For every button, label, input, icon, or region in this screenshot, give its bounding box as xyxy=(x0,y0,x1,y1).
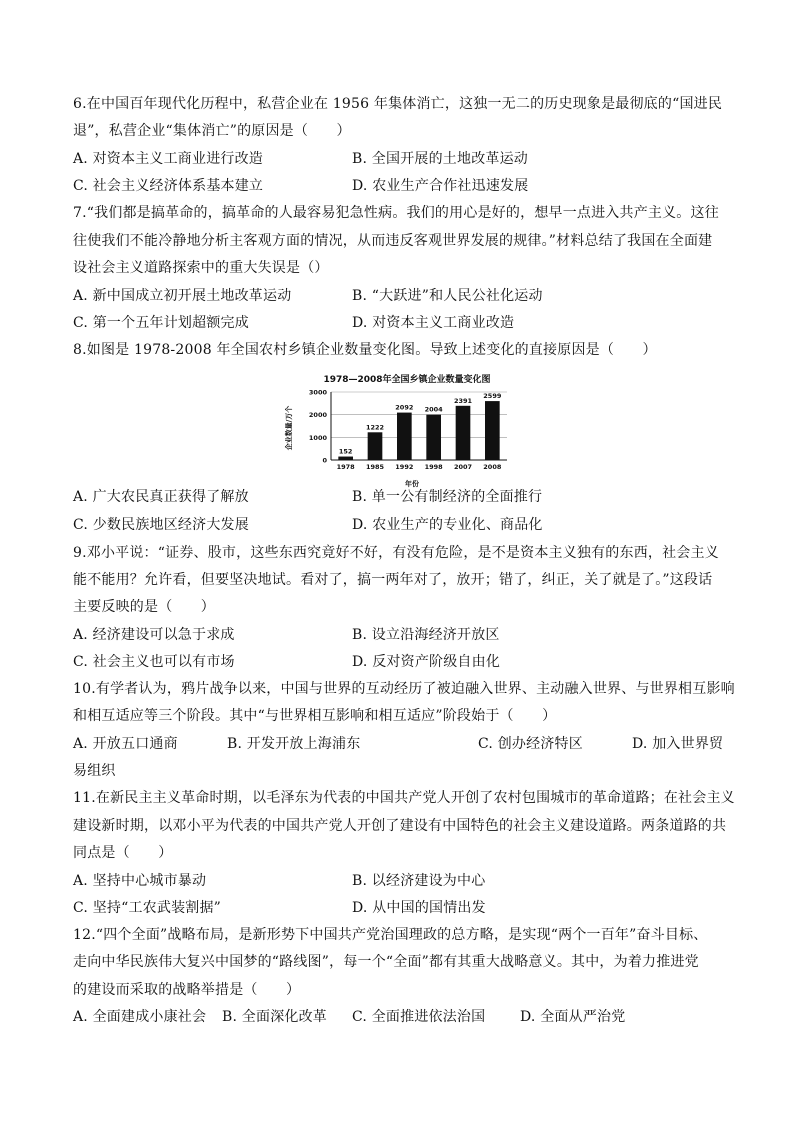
chart-x-tick-label: 1998 xyxy=(424,463,443,471)
question-8-option-b[interactable]: B. 单一公有制经济的全面推行 xyxy=(352,489,543,505)
chart-y-tick-label: 0 xyxy=(322,456,327,465)
question-7-option-b[interactable]: B. “大跃进”和人民公社化运动 xyxy=(352,288,543,304)
question-10-option-d-continued: 易组织 xyxy=(73,763,116,779)
question-11-option-d[interactable]: D. 从中国的国情出发 xyxy=(352,900,486,916)
chart-bar xyxy=(456,406,471,460)
question-6-option-c[interactable]: C. 社会主义经济体系基本建立 xyxy=(73,178,264,194)
chart-x-axis-label: 年份 xyxy=(405,480,419,488)
chart-x-tick-label: 1978 xyxy=(336,463,355,471)
question-6-line-1: 6.在中国百年现代化历程中，私营企业在 1956 年集体消亡，这独一无二的历史现象是最彻底的“国进民 xyxy=(73,96,723,112)
question-12-option-a[interactable]: A. 全面建成小康社会 xyxy=(73,1009,207,1025)
question-11-line-2: 建设新时期，以邓小平为代表的中国共产党人开创了建设有中国特色的社会主义建设道路。两条道路的共 xyxy=(73,818,727,834)
question-10-option-d[interactable]: D. 加入世界贸 xyxy=(632,736,724,752)
question-6-option-b[interactable]: B. 全国开展的土地改革运动 xyxy=(352,151,528,167)
chart-y-tick-label: 3000 xyxy=(308,388,327,397)
question-7-option-c[interactable]: C. 第一个五年计划超额完成 xyxy=(73,315,249,331)
question-9-option-b[interactable]: B. 设立沿海经济开放区 xyxy=(352,627,500,643)
question-12-option-d[interactable]: D. 全面从严治党 xyxy=(520,1009,626,1025)
chart-x-tick-label: 2007 xyxy=(453,463,473,471)
chart-bar xyxy=(338,457,353,460)
question-7-option-a[interactable]: A. 新中国成立初开展土地改革运动 xyxy=(73,288,292,304)
question-6-option-d[interactable]: D. 农业生产合作社迅速发展 xyxy=(352,178,529,194)
question-9-option-c[interactable]: C. 社会主义也可以有市场 xyxy=(73,654,235,670)
question-8-option-a[interactable]: A. 广大农民真正获得了解放 xyxy=(73,489,249,505)
chart-data-label: 2004 xyxy=(424,405,443,414)
question-10-option-b[interactable]: B. 开发开放上海浦东 xyxy=(227,736,361,752)
chart-data-label: 2599 xyxy=(483,392,502,401)
chart-y-axis-label: 企业数量/万个 xyxy=(285,405,293,451)
question-9-line-1: 9.邓小平说：“证券、股市，这些东西究竟好不好，有没有危险，是不是资本主义独有的东西，社会主义 xyxy=(73,545,719,561)
question-10-line-2: 和相互适应等三个阶段。其中“与世界相互影响和相互适应”阶段始于（ ） xyxy=(73,708,557,724)
question-8-option-d[interactable]: D. 农业生产的专业化、商品化 xyxy=(352,517,543,533)
question-7-line-3: 设社会主义道路探索中的重大失误是（） xyxy=(73,260,329,276)
chart-bar xyxy=(485,401,500,460)
chart-y-tick-label: 1000 xyxy=(308,433,327,442)
question-12-line-2: 走向中华民族伟大复兴中国梦的“路线图”，每一个“全面”都有其重大战略意义。其中，为着力推进党 xyxy=(73,954,699,970)
chart-y-tick-label: 2000 xyxy=(308,411,327,420)
question-6-option-a[interactable]: A. 对资本主义工商业进行改造 xyxy=(73,151,264,167)
question-11-option-c[interactable]: C. 坚持“工农武装割据” xyxy=(73,900,222,916)
question-7-option-d[interactable]: D. 对资本主义工商业改造 xyxy=(352,315,515,331)
chart-x-tick-label: 1985 xyxy=(365,463,385,471)
question-12-option-c[interactable]: C. 全面推进依法治国 xyxy=(352,1009,486,1025)
chart-data-label: 2391 xyxy=(453,396,473,405)
question-12-option-b[interactable]: B. 全面深化改革 xyxy=(222,1009,327,1025)
question-9-line-3: 主要反映的是（ ） xyxy=(73,599,215,615)
question-11-option-a[interactable]: A. 坚持中心城市暴动 xyxy=(73,873,207,889)
chart-data-label: 152 xyxy=(338,447,353,456)
question-10-option-a[interactable]: A. 开放五口通商 xyxy=(73,736,178,752)
question-12-line-1: 12.“四个全面”战略布局，是新形势下中国共产党治国理政的总方略，是实现“两个一百年”奋斗目标、 xyxy=(73,927,708,943)
question-7-line-1: 7.“我们都是搞革命的，搞革命的人最容易犯急性病。我们的用心是好的，想早一点进入共产主义。这往 xyxy=(73,205,719,221)
chart-x-tick-label: 2008 xyxy=(483,463,502,471)
question-9-line-2: 能不能用？允许看，但要坚决地试。看对了，搞一两年对了，放开；错了，纠正，关了就是了。”这段话 xyxy=(73,572,713,588)
chart-data-label: 2092 xyxy=(395,403,414,412)
question-10-line-1: 10.有学者认为，鸦片战争以来，中国与世界的互动经历了被迫融入世界、主动融入世界、与世界相互影响 xyxy=(73,681,735,697)
chart-bar xyxy=(426,415,441,460)
question-10-option-c[interactable]: C. 创办经济特区 xyxy=(478,736,583,752)
chart-svg xyxy=(283,370,515,488)
question-8-option-c[interactable]: C. 少数民族地区经济大发展 xyxy=(73,517,249,533)
chart-data-label: 1222 xyxy=(365,423,385,432)
enterprise-count-chart xyxy=(283,370,515,488)
chart-title: 1978—2008年全国乡镇企业数量变化图 xyxy=(323,375,491,385)
question-9-option-d[interactable]: D. 反对资产阶级自由化 xyxy=(352,654,501,670)
question-11-line-1: 11.在新民主主义革命时期，以毛泽东为代表的中国共产党人开创了农村包围城市的革命道路；在社会主义 xyxy=(73,790,735,806)
chart-bar xyxy=(397,413,412,460)
question-8-line-1: 8.如图是 1978-2008 年全国农村乡镇企业数量变化图。导致上述变化的直接原因是（ ） xyxy=(73,342,657,358)
chart-bar xyxy=(368,432,383,460)
chart-x-tick-label: 1992 xyxy=(395,463,414,471)
question-7-line-2: 往使我们不能冷静地分析主客观方面的情况，从而违反客观世界发展的规律。”材料总结了我国在全面建 xyxy=(73,233,713,249)
question-11-line-3: 同点是（ ） xyxy=(73,845,173,861)
question-12-line-3: 的建设而采取的战略举措是（ ） xyxy=(73,982,301,998)
question-6-line-2: 退”，私营企业“集体消亡”的原因是（ ） xyxy=(73,123,351,139)
chart-plot-area xyxy=(309,389,507,472)
question-11-option-b[interactable]: B. 以经济建设为中心 xyxy=(352,873,486,889)
question-9-option-a[interactable]: A. 经济建设可以急于求成 xyxy=(73,627,235,643)
